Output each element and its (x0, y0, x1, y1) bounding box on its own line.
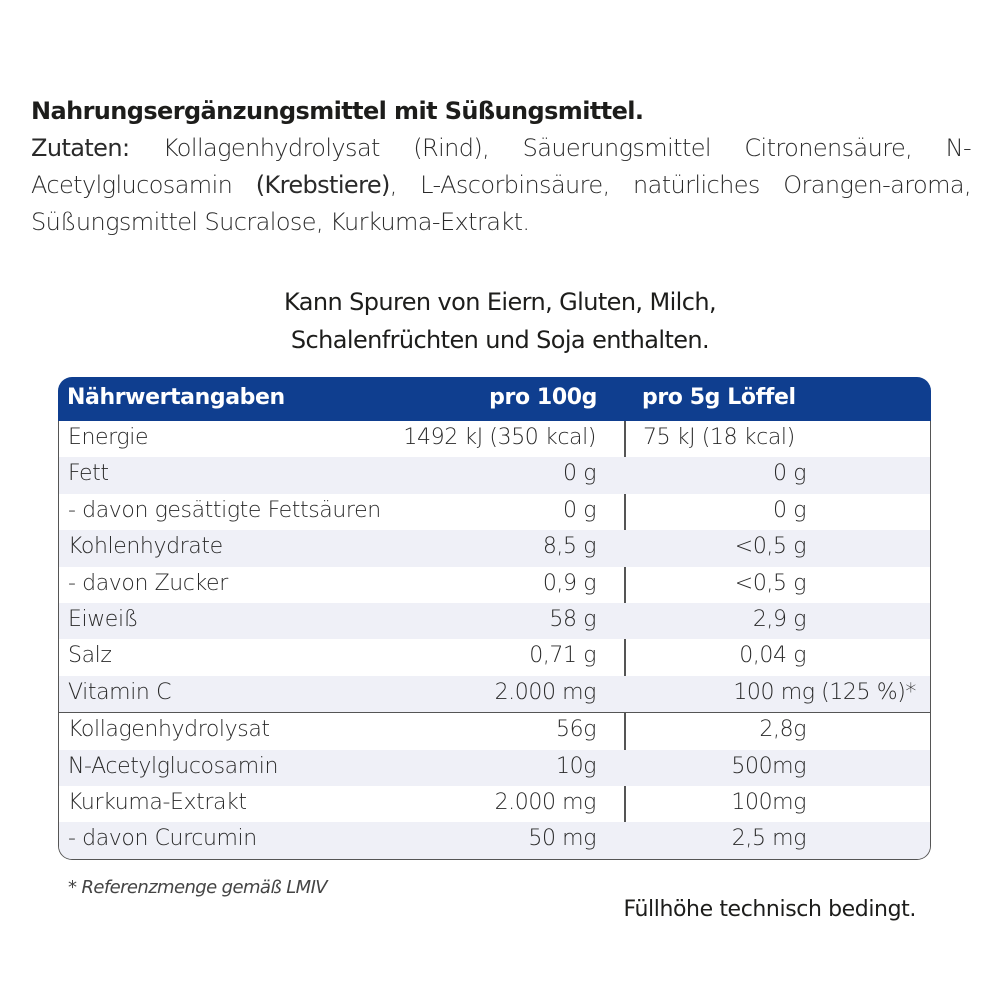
row-per-serving: 100mg (731, 789, 806, 815)
row-per-serving: 0,04 g (739, 643, 806, 669)
row-per-100g: 1492 kJ (350 kcal) (403, 425, 596, 450)
row-per-100g: 2.000 mg (494, 789, 596, 815)
ingredients-label: Zutaten: (31, 134, 130, 162)
row-per-100g: 58 g (549, 606, 596, 632)
row-per-100g: 50 mg (528, 826, 596, 852)
table-row (59, 712, 930, 749)
row-label: - davon Zucker (68, 570, 228, 596)
allergen-line-1: Kann Spuren von Eiern, Gluten, Milch, (284, 288, 716, 316)
nutrition-table-body (58, 421, 931, 860)
row-per-100g: 0,71 g (529, 643, 596, 669)
row-per-serving: <0,5 g (734, 570, 806, 596)
row-per-100g: 2.000 mg (494, 679, 596, 705)
table-row (59, 421, 930, 457)
ingredients-part-2: , L-Ascorbinsäure, natürliches Orangen-aroma, Süßungsmittel Sucralose, Kurkuma-Extrakt. (31, 171, 972, 236)
allergen-notice (0, 283, 1000, 359)
row-per-100g: 56g (556, 717, 596, 743)
row-per-serving: 0 g (773, 497, 806, 523)
ingredients-part-1: Kollagenhydrolysat (Rind), Säuerungsmittel Citronensäure, N-Acetylglucosamin (31, 134, 971, 199)
row-label: Kurkuma-Extrakt (68, 789, 247, 815)
row-per-serving: 2,9 g (752, 606, 806, 632)
table-row (59, 603, 930, 639)
table-row (59, 530, 930, 566)
table-row (59, 567, 930, 603)
row-label: Kollagenhydrolysat (68, 717, 270, 743)
allergen-highlight: (Krebstiere) (255, 171, 390, 199)
row-per-serving: 2,8g (759, 717, 806, 743)
row-per-100g: 0 g (563, 497, 596, 523)
table-row (59, 822, 930, 858)
product-title: Nahrungsergänzungsmittel mit Süßungsmittel. (31, 97, 644, 125)
row-label: Fett (68, 461, 109, 487)
reference-footnote: * Referenzmenge gemäß LMIV (68, 877, 327, 898)
ingredients-text (31, 130, 971, 241)
row-per-serving: <0,5 g (734, 534, 806, 560)
header-per-serving: pro 5g Löffel (642, 385, 796, 410)
header-per-100g: pro 100g (489, 385, 597, 410)
nutrition-table-header (58, 377, 931, 421)
row-label: Vitamin C (68, 679, 172, 705)
table-row (59, 494, 930, 530)
row-label: Kohlenhydrate (68, 534, 223, 560)
row-label: Energie (68, 425, 149, 450)
table-row (59, 750, 930, 786)
row-label: N-Acetylglucosamin (68, 753, 279, 779)
row-per-serving: 2,5 mg (731, 826, 806, 852)
table-row (59, 676, 930, 712)
row-per-serving: 75 kJ (18 kcal) (643, 425, 795, 450)
table-row (59, 457, 930, 493)
row-per-100g: 8,5 g (542, 534, 596, 560)
row-per-serving: 100 mg (125 %)* (733, 679, 916, 705)
nutrition-table (58, 377, 931, 860)
row-per-serving: 0 g (773, 461, 806, 487)
row-per-100g: 0 g (563, 461, 596, 487)
header-label: Nährwertangaben (67, 385, 285, 410)
table-row (59, 786, 930, 822)
table-row (59, 639, 930, 675)
row-label: - davon Curcumin (68, 826, 257, 852)
row-label: - davon gesättigte Fettsäuren (68, 497, 381, 523)
row-label: Eiweiß (68, 606, 139, 632)
allergen-line-2: Schalenfrüchten und Soja enthalten. (290, 326, 710, 354)
row-per-100g: 0,9 g (542, 570, 596, 596)
row-per-100g: 10g (556, 753, 596, 779)
row-label: Salz (68, 643, 112, 669)
product-description (31, 93, 971, 241)
row-per-serving: 500mg (731, 753, 806, 779)
fill-level-note: Füllhöhe technisch bedingt. (623, 897, 916, 922)
